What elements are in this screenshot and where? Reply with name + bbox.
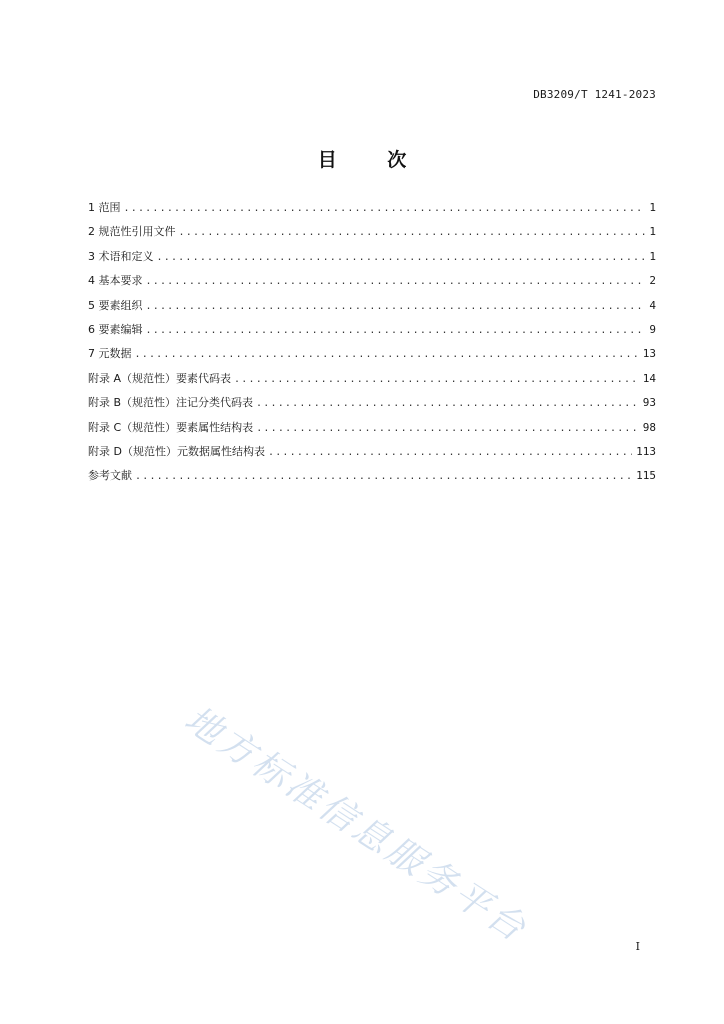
table-of-contents	[88, 200, 656, 493]
toc-entry-page: 13	[642, 347, 656, 361]
toc-entry-element-organization[interactable]	[88, 298, 656, 322]
toc-entry-page: 93	[642, 396, 656, 410]
toc-entry-page: 1	[649, 225, 656, 239]
toc-entry-page: 4	[649, 298, 656, 312]
toc-entry-page: 1	[649, 249, 656, 263]
toc-entry-appendix-b[interactable]	[88, 395, 656, 419]
toc-entry-label: 6 要素编辑	[88, 322, 143, 336]
toc-leader-dots	[157, 250, 646, 266]
toc-entry-page: 98	[642, 420, 656, 434]
toc-entry-page: 14	[642, 371, 656, 385]
toc-entry-page: 115	[636, 469, 656, 483]
watermark-text: 地方标准信息服务平台	[177, 698, 536, 952]
toc-entry-page: 2	[649, 274, 656, 288]
toc-leader-dots	[135, 347, 639, 363]
toc-entry-label: 参考文献	[88, 469, 132, 483]
toc-entry-appendix-d[interactable]	[88, 444, 656, 468]
page-number: I	[635, 940, 640, 953]
toc-leader-dots	[124, 201, 646, 217]
toc-leader-dots	[179, 225, 646, 241]
toc-entry-scope[interactable]	[88, 200, 656, 224]
toc-leader-dots	[256, 396, 639, 412]
toc-leader-dots	[268, 445, 632, 461]
page-title: 目 次	[317, 149, 429, 171]
toc-entry-label: 附录 B（规范性）注记分类代码表	[88, 396, 254, 410]
toc-entry-page: 113	[636, 444, 656, 458]
toc-entry-label: 附录 D（规范性）元数据属性结构表	[88, 444, 265, 458]
toc-entry-appendix-a[interactable]	[88, 371, 656, 395]
toc-entry-page: 1	[649, 201, 656, 214]
toc-entry-terms-definitions[interactable]	[88, 249, 656, 273]
toc-leader-dots	[146, 323, 646, 339]
toc-entry-appendix-c[interactable]	[88, 420, 656, 444]
toc-entry-label: 附录 A（规范性）要素代码表	[88, 371, 232, 385]
toc-entry-metadata[interactable]	[88, 346, 656, 370]
toc-entry-label: 2 规范性引用文件	[88, 225, 176, 239]
toc-entry-label: 7 元数据	[88, 347, 132, 361]
toc-entry-normative-references[interactable]	[88, 224, 656, 248]
toc-entry-label: 4 基本要求	[88, 274, 143, 288]
toc-leader-dots	[234, 372, 639, 388]
document-code: DB3209/T 1241-2023	[533, 88, 656, 101]
toc-leader-dots	[146, 299, 646, 315]
toc-leader-dots	[135, 469, 632, 485]
toc-leader-dots	[256, 421, 639, 437]
toc-entry-label: 附录 C（规范性）要素属性结构表	[88, 420, 254, 434]
toc-leader-dots	[146, 274, 646, 290]
toc-entry-label: 1 范围	[88, 201, 121, 214]
toc-entry-label: 5 要素组织	[88, 298, 143, 312]
toc-entry-basic-requirements[interactable]	[88, 273, 656, 297]
toc-entry-page: 9	[649, 322, 656, 336]
toc-entry-element-editing[interactable]	[88, 322, 656, 346]
toc-entry-label: 3 术语和定义	[88, 249, 154, 263]
toc-entry-bibliography[interactable]	[88, 468, 656, 492]
